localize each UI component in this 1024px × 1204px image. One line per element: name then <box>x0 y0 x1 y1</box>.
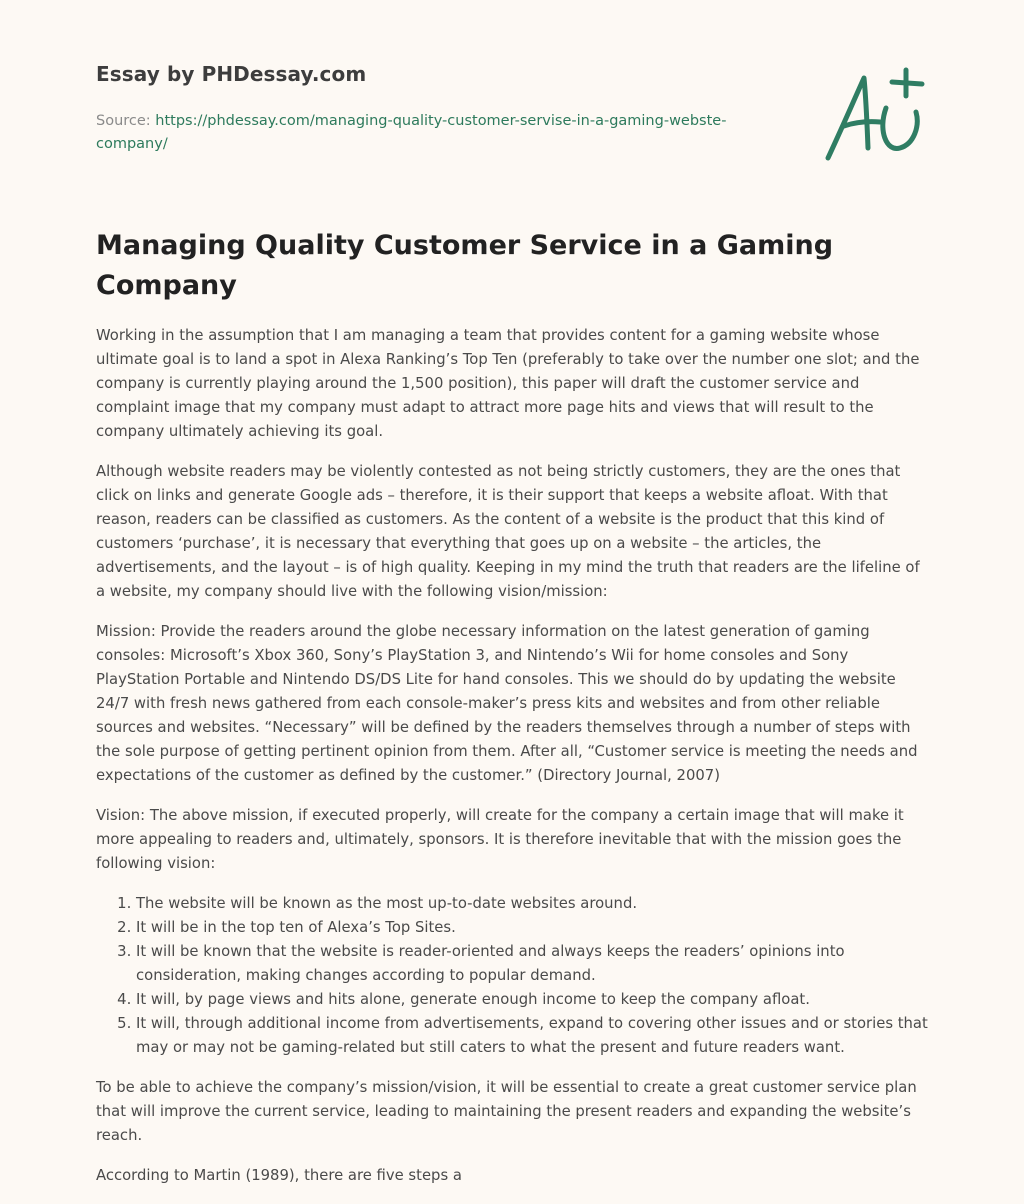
article-title: Managing Quality Customer Service in a Gaming Company <box>96 230 834 301</box>
source-line <box>96 110 776 156</box>
list-item: 2. It will be in the top ten of Alexa’s Top Sites. <box>136 916 932 940</box>
vision-list <box>96 892 932 1060</box>
source-label: Source: <box>96 113 151 129</box>
paragraph: Vision: The above mission, if executed properly, will create for the company a certain image that will make it more appealing to readers and, ultimately, sponsors. It is therefore inevitable that with the mission goes the following vision: <box>96 807 904 872</box>
article-body <box>96 324 932 1204</box>
list-item: 4. It will, by page views and hits alone, generate enough income to keep the company afloat. <box>136 988 932 1012</box>
brand-title: Essay by PHDessay.com <box>96 62 367 86</box>
page-header <box>96 62 796 156</box>
paragraph: To be able to achieve the company’s mission/vision, it will be essential to create a great customer service plan that will improve the current service, leading to maintaining the present readers and expanding the website’s reach. <box>96 1079 917 1144</box>
list-item: 5. It will, through additional income from advertisements, expand to covering other issues and or stories that may or may not be gaming-related but still caters to what the present and future readers want. <box>136 1012 932 1060</box>
source-link[interactable]: https://phdessay.com/managing-quality-customer-servise-in-a-gaming-webste-company/ <box>96 113 727 152</box>
list-item: 1. The website will be known as the most up-to-date websites around. <box>136 892 932 916</box>
paragraph: According to Martin (1989), there are five steps a <box>96 1167 462 1184</box>
paragraph: Mission: Provide the readers around the globe necessary information on the latest generation of gaming consoles: Microsoft’s Xbox 360, Sony’s PlayStation 3, and Nintendo’s Wii for home consoles and Sony PlayStation Portable and Nintendo DS/DS Lite for hand consoles. This we should do by updating the website 24/7 with fresh news gathered from each console-maker’s press kits and websites and from other reliable sources and websites. “Necessary” will be defined by the readers themselves through a number of steps with the sole purpose of getting pertinent opinion from them. After all, “Customer service is meeting the needs and expectations of the customer as defined by the customer.” (Directory Journal, 2007) <box>96 623 918 784</box>
a-plus-logo-icon <box>820 66 930 166</box>
list-item: 3. It will be known that the website is reader-oriented and always keeps the readers’ opinions into consideration, making changes according to popular demand. <box>136 940 932 988</box>
paragraph: Although website readers may be violently contested as not being strictly customers, they are the ones that click on links and generate Google ads – therefore, it is their support that keeps a website afloat. With that reason, readers can be classified as customers. As the content of a website is the product that this kind of customers ‘purchase’, it is necessary that everything that goes up on a website – the articles, the advertisements, and the layout – is of high quality. Keeping in my mind the truth that readers are the lifeline of a website, my company should live with the following vision/mission: <box>96 463 920 600</box>
paragraph: Working in the assumption that I am managing a team that provides content for a gaming website whose ultimate goal is to land a spot in Alexa Ranking’s Top Ten (preferably to take over the number one slot; and the company is currently playing around the 1,500 position), this paper will draft the customer service and complaint image that my company must adapt to attract more page hits and views that will result to the company ultimately achieving its goal. <box>96 327 920 440</box>
